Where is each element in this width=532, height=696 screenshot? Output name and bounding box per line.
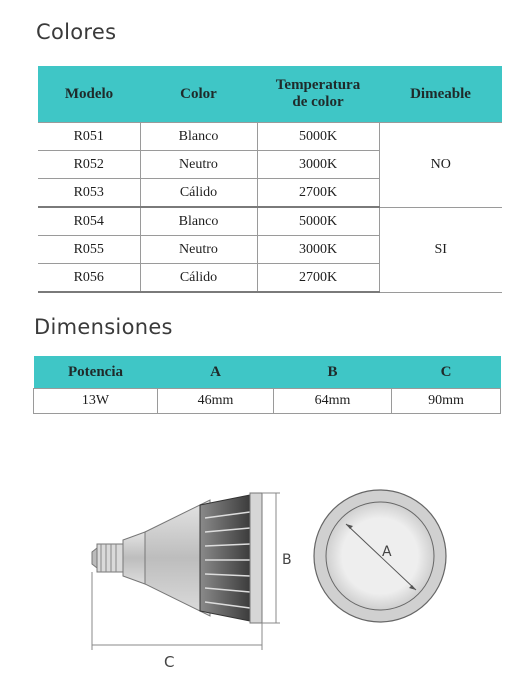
b-cell: 64mm bbox=[274, 389, 392, 414]
header-temperature bbox=[257, 66, 379, 123]
lamp-dimension-drawing bbox=[70, 460, 470, 680]
screw-base-icon bbox=[92, 544, 123, 572]
header-b: B bbox=[274, 356, 392, 389]
dimensions-table bbox=[33, 356, 501, 414]
model-cell: R054 bbox=[38, 207, 140, 236]
colors-header-row bbox=[38, 66, 502, 123]
a-cell: 46mm bbox=[158, 389, 274, 414]
header-color: Color bbox=[140, 66, 257, 123]
front-rim bbox=[250, 493, 262, 623]
lamp-front-view bbox=[314, 490, 446, 622]
color-cell: Cálido bbox=[140, 179, 257, 208]
lamp-side-view bbox=[92, 493, 262, 623]
header-a: A bbox=[158, 356, 274, 389]
header-temperature-line2: de color bbox=[292, 94, 344, 110]
temperature-cell: 5000K bbox=[257, 207, 379, 236]
color-cell: Blanco bbox=[140, 123, 257, 151]
dimeable-cell: NO bbox=[379, 123, 502, 208]
dimension-b bbox=[262, 493, 292, 623]
temperature-cell: 3000K bbox=[257, 236, 379, 264]
c-cell: 90mm bbox=[392, 389, 501, 414]
header-dimeable: Dimeable bbox=[379, 66, 502, 123]
color-cell: Blanco bbox=[140, 207, 257, 236]
model-cell: R055 bbox=[38, 236, 140, 264]
color-cell: Neutro bbox=[140, 151, 257, 179]
color-cell: Neutro bbox=[140, 236, 257, 264]
temperature-cell: 2700K bbox=[257, 179, 379, 208]
temperature-cell: 2700K bbox=[257, 264, 379, 293]
dimeable-cell: SI bbox=[379, 207, 502, 292]
table-row bbox=[34, 389, 501, 414]
color-cell: Cálido bbox=[140, 264, 257, 293]
dimension-a-label: A bbox=[382, 544, 392, 560]
model-cell: R051 bbox=[38, 123, 140, 151]
header-temperature-line1: Temperatura bbox=[275, 77, 361, 93]
table-row bbox=[38, 207, 502, 236]
table-row bbox=[38, 123, 502, 151]
temperature-cell: 5000K bbox=[257, 123, 379, 151]
header-model: Modelo bbox=[38, 66, 140, 123]
dimension-b-label: B bbox=[282, 552, 292, 568]
heat-sink-fins bbox=[200, 495, 250, 621]
colors-table bbox=[38, 66, 502, 293]
model-cell: R053 bbox=[38, 179, 140, 208]
colors-section-title: Colores bbox=[36, 20, 117, 44]
header-c: C bbox=[392, 356, 501, 389]
dimension-c-label: C bbox=[164, 653, 175, 671]
dimensions-header-row bbox=[34, 356, 501, 389]
model-cell: R056 bbox=[38, 264, 140, 293]
temperature-cell: 3000K bbox=[257, 151, 379, 179]
dimensions-section-title: Dimensiones bbox=[34, 315, 173, 339]
potencia-cell: 13W bbox=[34, 389, 158, 414]
lamp-neck bbox=[123, 532, 145, 584]
model-cell: R052 bbox=[38, 151, 140, 179]
header-potencia: Potencia bbox=[34, 356, 158, 389]
